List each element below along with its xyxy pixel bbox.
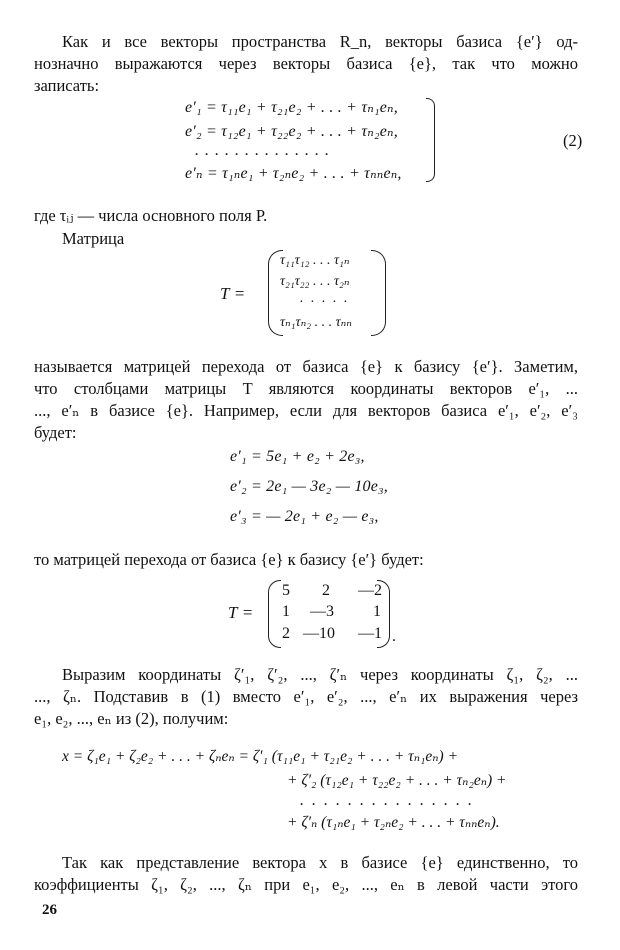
equation-2-row-1: e′₁ = τ₁₁e₁ + τ₂₁e₂ + . . . + τₙ₁eₙ,	[185, 99, 398, 116]
right-brace-symbol	[426, 98, 435, 182]
example-row-3: e′₃ = — 2e₁ + e₂ — e₃,	[230, 508, 379, 525]
expansion-row-n: + ζ′ₙ (τ₁ₙe₁ + τ₂ₙe₂ + . . . + τₙₙeₙ).	[287, 814, 500, 831]
paragraph-4: то матрицей перехода от базиса {e} к базису {e′} будет:	[34, 550, 424, 569]
paragraph-2-line-1: где τᵢⱼ — числа основного поля P.	[34, 206, 268, 225]
paragraph-3-line-4: будет:	[34, 423, 77, 442]
equation-2-dots-row: . . . . . . . . . . . . . .	[195, 142, 330, 159]
matrix-cell: —3	[310, 603, 334, 620]
matrix-t-row-n: τₙ₁τₙ₂ . . . τₙₙ	[280, 315, 352, 330]
matrix-t-row-1: τ₁₁τ₁₂ . . . τ₁ₙ	[280, 253, 350, 268]
expansion-row-1: x = ζ₁e₁ + ζ₂e₂ + . . . + ζₙeₙ = ζ′₁ (τ₁₁e₁ + τ₂₁e₂ + . . . + τₙ₁eₙ) +	[62, 748, 459, 765]
right-paren-symbol	[377, 580, 390, 648]
page-number: 26	[42, 902, 57, 918]
paragraph-6-line-2: коэффициенты ζ₁, ζ₂, ..., ζₙ при e₁, e₂, ..., eₙ в левой части этого	[34, 875, 578, 894]
matrix-t-dots-row: . . . . .	[300, 291, 350, 306]
equation-2-row-n: e′ₙ = τ₁ₙe₁ + τ₂ₙe₂ + . . . + τₙₙeₙ,	[185, 165, 402, 182]
paragraph-5-line-1: Выразим координаты ζ′₁, ζ′₂, ..., ζ′ₙ через координаты ζ₁, ζ₂, ...	[62, 665, 578, 684]
matrix-cell: 1	[373, 603, 381, 620]
expansion-row-2: + ζ′₂ (τ₁₂e₁ + τ₂₂e₂ + . . . + τₙ₂eₙ) +	[287, 772, 507, 789]
left-paren-symbol	[268, 580, 281, 648]
paragraph-1-line-3: записать:	[34, 76, 100, 95]
paragraph-2-line-2: Матрица	[62, 229, 125, 248]
paragraph-3-line-1: называется матрицей перехода от базиса {e} к базису {e′}. Заметим,	[34, 357, 578, 376]
matrix-cell: —10	[303, 625, 335, 642]
matrix-cell: 1	[282, 603, 290, 620]
equation-2-row-2: e′₂ = τ₁₂e₁ + τ₂₂e₂ + . . . + τₙ₂eₙ,	[185, 123, 398, 140]
matrix-t-row-2: τ₂₁τ₂₂ . . . τ₂ₙ	[280, 274, 350, 289]
paragraph-3-line-3: ..., e′ₙ в базисе {e}. Например, если для векторов базиса e′₁, e′₂, e′₃	[34, 401, 578, 420]
example-row-2: e′₂ = 2e₁ — 3e₂ — 10e₃,	[230, 478, 389, 495]
matrix-num-lhs: T =	[228, 603, 254, 622]
paragraph-1-line-2: нозначно выражаются через векторы базиса {e}, так что можно	[34, 54, 578, 73]
matrix-cell: —2	[358, 582, 382, 599]
paragraph-5-line-2: ..., ζₙ. Подставив в (1) вместо e′₁, e′₂, ..., e′ₙ их выражения через	[34, 687, 578, 706]
paragraph-1-line-1: Как и все векторы пространства R_n, векторы базиса {e′} од-	[62, 32, 578, 51]
paragraph-6-line-1: Так как представление вектора x в базисе {e} единственно, то	[62, 853, 578, 872]
equation-2-label: (2)	[563, 131, 583, 150]
right-paren-symbol	[371, 250, 386, 336]
paragraph-5-line-3: e₁, e₂, ..., eₙ из (2), получим:	[34, 709, 229, 728]
matrix-cell: 2	[282, 625, 290, 642]
matrix-cell: 2	[322, 582, 330, 599]
expansion-dots-row: . . . . . . . . . . . . . . .	[300, 792, 474, 809]
example-row-1: e′₁ = 5e₁ + e₂ + 2e₃,	[230, 448, 365, 465]
paragraph-3-line-2: что столбцами матрицы T являются координаты векторов e′₁, ...	[34, 379, 578, 398]
matrix-period: .	[392, 628, 396, 645]
matrix-t-lhs: T =	[220, 284, 246, 303]
matrix-cell: —1	[358, 625, 382, 642]
matrix-cell: 5	[282, 582, 290, 599]
